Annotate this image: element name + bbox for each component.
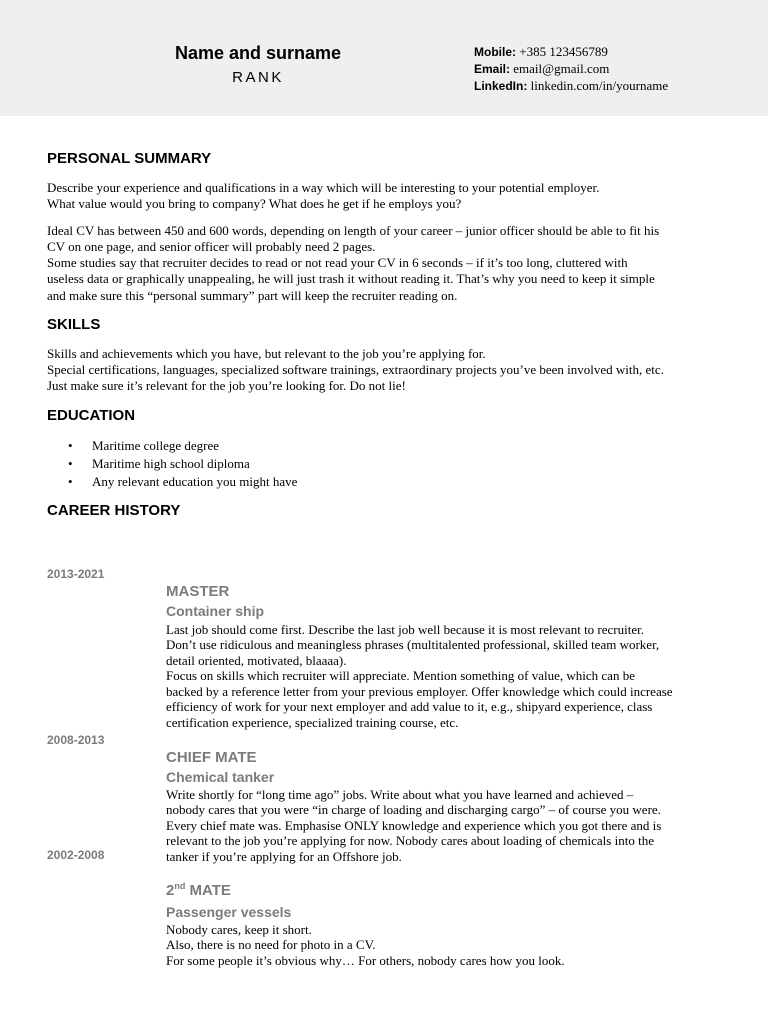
job-line: Don’t use ridiculous and meaningless phrases (multitalented professional, skilled team worker, xyxy=(166,637,660,652)
contact-label: Mobile: xyxy=(474,45,516,59)
education-text: Maritime college degree xyxy=(92,438,220,453)
section-heading-education: EDUCATION xyxy=(47,407,136,424)
contact-value: email@gmail.com xyxy=(510,61,610,76)
job-line: Nobody cares, keep it short. xyxy=(166,922,312,937)
job-line: efficiency of work for your next employer and add value to it, e.g., shipyard experience, class xyxy=(166,699,653,714)
summary-line: useless data or graphically unappealing, he will just trash it without reading it. That’s why you need to keep it simple xyxy=(47,271,655,286)
contact-label: Email: xyxy=(474,62,511,76)
summary-line: Describe your experience and qualifications in a way which will be interesting to your potential employer. xyxy=(47,180,600,195)
section-heading-skills: SKILLS xyxy=(47,316,101,333)
bullet: • xyxy=(68,474,73,489)
section-heading-career: CAREER HISTORY xyxy=(47,502,181,519)
education-text: Maritime high school diploma xyxy=(92,456,250,471)
education-item xyxy=(68,437,219,455)
bullet: • xyxy=(68,438,73,453)
job-title-number: 2 xyxy=(166,882,175,899)
job-line: nobody cares that you were “in charge of loading and discharging cargo” – of course you were. xyxy=(166,802,661,817)
job-line: certification experience, specialized training course, etc. xyxy=(166,715,459,730)
job-line: Last job should come first. Describe the last job well because it is most relevant to recruiter. xyxy=(166,622,644,637)
job-years: 2008-2013 xyxy=(47,733,105,747)
contact-email xyxy=(474,60,609,78)
summary-line: CV on one page, and senior officer will probably need 2 pages. xyxy=(47,239,376,254)
contact-mobile xyxy=(474,43,608,61)
job-vessel: Passenger vessels xyxy=(166,904,292,920)
job-title xyxy=(166,882,231,899)
summary-line: and make sure this “personal summary” part will keep the recruiter reading on. xyxy=(47,288,458,303)
skills-line: Special certifications, languages, specialized software trainings, extraordinary projects you’ve been involved with, etc. xyxy=(47,362,664,377)
job-line: tanker if you’re applying for an Offshore job. xyxy=(166,849,402,864)
skills-line: Just make sure it’s relevant for the job you’re looking for. Do not lie! xyxy=(47,378,406,393)
job-line: relevant to the job you’re applying for now. Nobody cares about loading of chemicals into the xyxy=(166,833,654,848)
education-text: Any relevant education you might have xyxy=(92,474,298,489)
education-item xyxy=(68,473,297,491)
job-vessel: Container ship xyxy=(166,603,265,619)
job-line: Focus on skills which recruiter will appreciate. Mention something of value, which can be xyxy=(166,668,635,683)
job-line: Also, there is no need for photo in a CV. xyxy=(166,937,376,952)
job-line: backed by a reference letter from your previous employer. Offer knowledge which could increase xyxy=(166,684,673,699)
contact-value: linkedin.com/in/yourname xyxy=(527,78,669,93)
job-title: MASTER xyxy=(166,583,230,600)
job-title: CHIEF MATE xyxy=(166,749,257,766)
education-item xyxy=(68,455,250,473)
summary-line: What value would you bring to company? What does he get if he employs you? xyxy=(47,196,462,211)
contact-label: LinkedIn: xyxy=(474,79,528,93)
job-line: For some people it’s obvious why… For others, nobody cares how you look. xyxy=(166,953,565,968)
section-heading-summary: PERSONAL SUMMARY xyxy=(47,150,212,167)
job-years: 2013-2021 xyxy=(47,567,105,581)
candidate-name: Name and surname xyxy=(174,43,342,63)
contact-value: +385 123456789 xyxy=(516,44,608,59)
candidate-rank: RANK xyxy=(232,69,284,86)
contact-linkedin xyxy=(474,77,668,95)
job-vessel: Chemical tanker xyxy=(166,769,275,785)
summary-line: Ideal CV has between 450 and 600 words, depending on length of your career – junior officer should be able to fit his xyxy=(47,223,660,238)
job-line: detail oriented, motivated, blaaaa). xyxy=(166,653,347,668)
bullet: • xyxy=(68,456,73,471)
job-title-ordinal: nd xyxy=(174,881,186,891)
job-line: Write shortly for “long time ago” jobs. Write about what you have learned and achieved – xyxy=(166,787,634,802)
job-title-rest: MATE xyxy=(185,882,231,899)
job-line: Every chief mate was. Emphasise ONLY knowledge and experience which you got there and is xyxy=(166,818,662,833)
skills-line: Skills and achievements which you have, but relevant to the job you’re applying for. xyxy=(47,346,486,361)
summary-line: Some studies say that recruiter decides to read or not read your CV in 6 seconds – if it’s too long, cluttered with xyxy=(47,255,628,270)
job-years: 2002-2008 xyxy=(47,848,105,862)
